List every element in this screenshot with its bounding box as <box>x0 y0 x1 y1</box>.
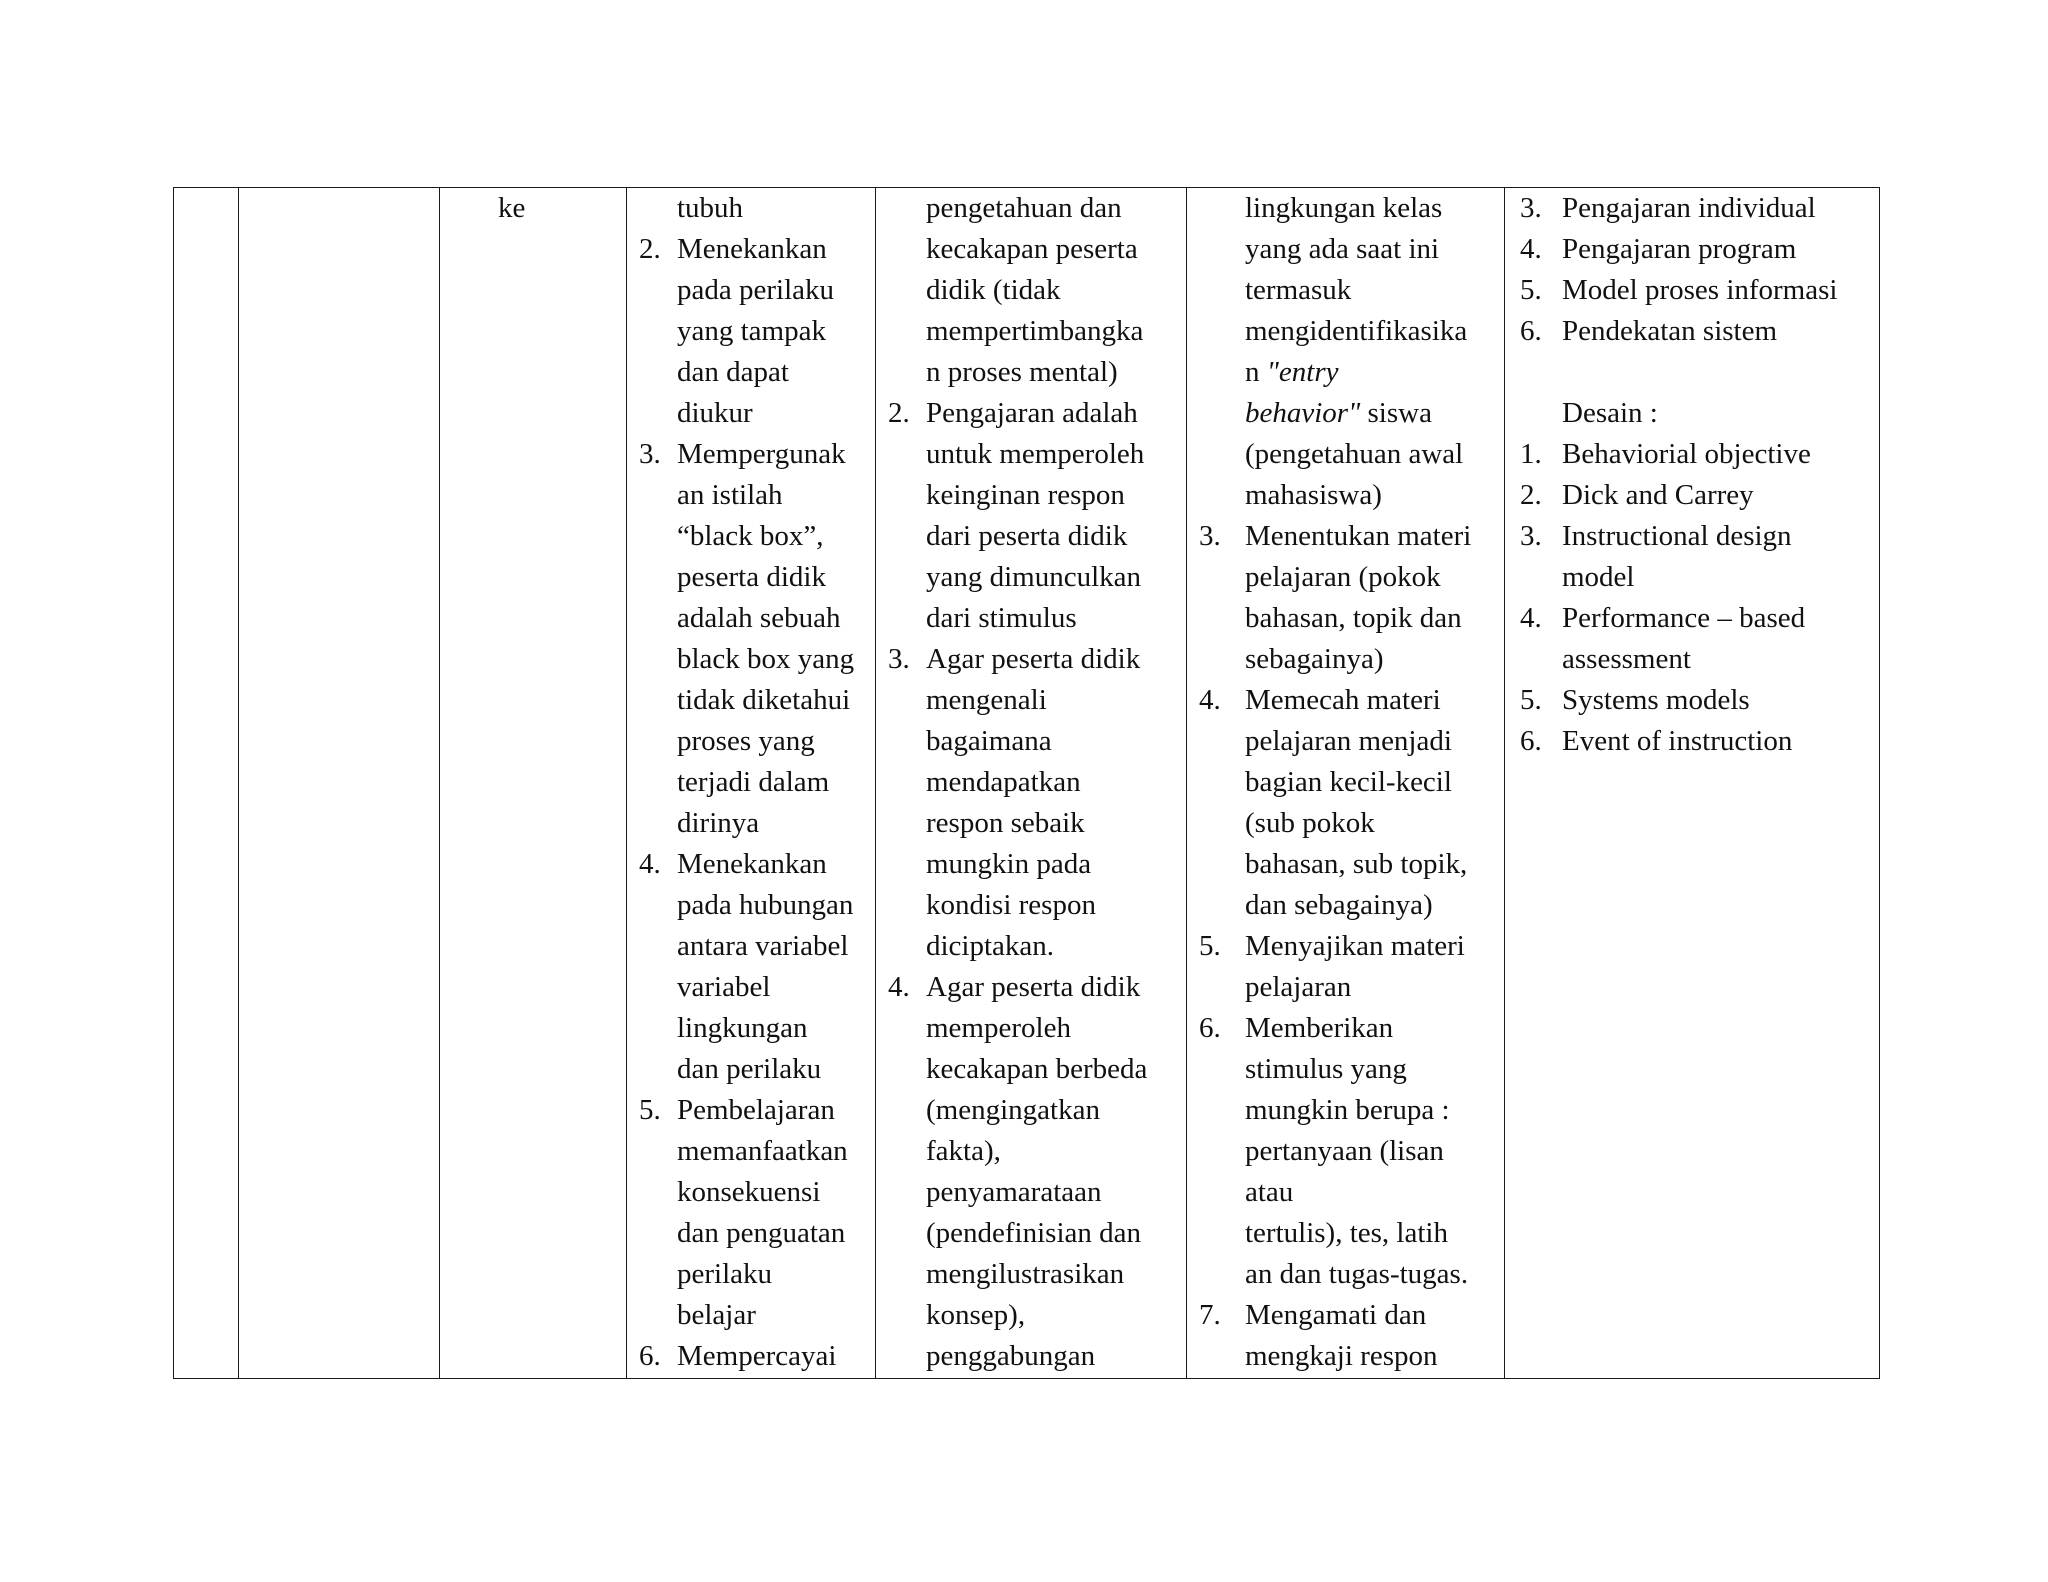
list-number: 5. <box>1520 274 1542 306</box>
list-text-plain: dan penguatan <box>677 1217 846 1249</box>
list-text <box>926 803 1085 844</box>
list-text-plain: Menekankan <box>677 233 827 265</box>
list-text <box>677 1008 808 1049</box>
list-text-plain: didik (tidak <box>926 274 1061 306</box>
list-text-plain: penyamarataan <box>926 1176 1102 1208</box>
list-text-plain: konsekuensi <box>677 1176 821 1208</box>
list-text <box>1245 393 1432 434</box>
list-text <box>1562 393 1658 434</box>
list-text <box>926 762 1081 803</box>
list-text <box>926 1008 1071 1049</box>
list-text-plain: assessment <box>1562 643 1691 675</box>
list-text-plain: yang tampak <box>677 315 826 347</box>
list-number: 7. <box>1199 1299 1221 1331</box>
list-text-plain: diukur <box>677 397 753 429</box>
list-number: 5. <box>1199 930 1221 962</box>
list-text-plain: atau <box>1245 1176 1294 1208</box>
list-text <box>926 598 1077 639</box>
column-divider <box>1504 187 1505 1379</box>
list-text-plain: Agar peserta didik <box>926 971 1141 1003</box>
list-text <box>1245 475 1382 516</box>
list-number: 3. <box>1520 520 1542 552</box>
list-text-plain: Menekankan <box>677 848 827 880</box>
list-text <box>926 680 1047 721</box>
list-text-plain: pelajaran (pokok <box>1245 561 1441 593</box>
list-text <box>1245 680 1441 721</box>
list-text-plain: Model proses informasi <box>1562 274 1838 306</box>
list-text-plain: fakta), <box>926 1135 1001 1167</box>
list-text-plain: mendapatkan <box>926 766 1081 798</box>
list-text-plain: stimulus yang <box>1245 1053 1407 1085</box>
list-text-plain: “black box”, <box>677 520 824 552</box>
list-text-plain: n proses mental) <box>926 356 1118 388</box>
list-text <box>926 516 1127 557</box>
list-text <box>926 1295 1025 1336</box>
list-text <box>1245 557 1441 598</box>
list-text-plain: pelajaran menjadi <box>1245 725 1452 757</box>
list-text <box>926 229 1138 270</box>
list-text <box>1245 1336 1437 1377</box>
list-text <box>1245 967 1351 1008</box>
list-text <box>677 352 789 393</box>
list-text-plain: Performance – based <box>1562 602 1806 634</box>
list-text-plain: kecakapan peserta <box>926 233 1138 265</box>
list-text-plain: (pengetahuan awal <box>1245 438 1464 470</box>
list-text <box>677 1254 772 1295</box>
list-text <box>1562 229 1796 270</box>
list-text-plain: variabel <box>677 971 771 1003</box>
list-text <box>677 516 824 557</box>
list-text-plain: Memecah materi <box>1245 684 1441 716</box>
list-text-plain: Agar peserta didik <box>926 643 1141 675</box>
list-text-plain: tubuh <box>677 192 744 224</box>
list-number: 6. <box>1520 315 1542 347</box>
column-divider <box>238 187 239 1379</box>
list-text <box>677 926 848 967</box>
list-text-plain: perilaku <box>677 1258 773 1290</box>
list-text <box>677 1213 845 1254</box>
list-number: 6. <box>1199 1012 1221 1044</box>
list-text-plain: dari peserta didik <box>926 520 1128 552</box>
list-text <box>1562 434 1811 475</box>
list-text <box>1245 1295 1426 1336</box>
list-text <box>926 1254 1124 1295</box>
list-text <box>1562 270 1837 311</box>
list-text-plain: mempertimbangka <box>926 315 1144 347</box>
list-text-plain: yang dimunculkan <box>926 561 1142 593</box>
list-text <box>926 1131 1001 1172</box>
cell-line: ke <box>498 192 526 224</box>
list-text <box>677 639 854 680</box>
list-text <box>677 270 834 311</box>
list-text-plain: tertulis), tes, latih <box>1245 1217 1448 1249</box>
list-text <box>677 885 853 926</box>
list-text <box>1245 762 1452 803</box>
list-number: 2. <box>1520 479 1542 511</box>
list-text-plain: mengenali <box>926 684 1047 716</box>
list-text-plain: Behaviorial objective <box>1562 438 1811 470</box>
table-cell-col-c <box>498 188 525 229</box>
list-text-plain: Pengajaran individual <box>1562 192 1816 224</box>
list-text-plain: mungkin berupa : <box>1245 1094 1450 1126</box>
list-number: 4. <box>1520 602 1542 634</box>
list-text-plain: Instructional design <box>1562 520 1792 552</box>
list-text <box>1562 311 1777 352</box>
list-text-plain: konsep), <box>926 1299 1026 1331</box>
column-divider <box>875 187 876 1379</box>
list-text <box>677 475 783 516</box>
list-text <box>677 721 815 762</box>
list-text-plain: kondisi respon <box>926 889 1096 921</box>
list-text-plain: dan sebagainya) <box>1245 889 1433 921</box>
list-text-plain: Memberikan <box>1245 1012 1394 1044</box>
list-text-plain: pelajaran <box>1245 971 1352 1003</box>
list-text-plain: black box yang <box>677 643 855 675</box>
list-text <box>1562 557 1635 598</box>
list-text <box>677 762 829 803</box>
list-text <box>1245 229 1439 270</box>
list-text <box>677 1336 836 1377</box>
list-text-plain: Mempergunak <box>677 438 846 470</box>
list-number: 2. <box>888 397 910 429</box>
list-text <box>926 885 1096 926</box>
list-text <box>926 270 1061 311</box>
list-text-plain: model <box>1562 561 1635 593</box>
column-divider <box>439 187 440 1379</box>
list-text-after: siswa <box>1360 397 1432 429</box>
list-number: 5. <box>639 1094 661 1126</box>
list-text <box>1245 885 1433 926</box>
list-number: 5. <box>1520 684 1542 716</box>
list-text <box>677 393 753 434</box>
list-text-plain: respon sebaik <box>926 807 1085 839</box>
list-text-plain: lingkungan kelas <box>1245 192 1443 224</box>
list-text <box>1562 516 1792 557</box>
list-text-plain: pertanyaan (lisan <box>1245 1135 1444 1167</box>
list-text-italic: "entry <box>1266 356 1339 388</box>
list-text-plain: Pendekatan sistem <box>1562 315 1778 347</box>
list-text-plain: mengilustrasikan <box>926 1258 1125 1290</box>
list-text <box>1245 639 1384 680</box>
list-text-plain: kecakapan berbeda <box>926 1053 1148 1085</box>
list-text <box>677 434 846 475</box>
list-text <box>1245 188 1442 229</box>
list-text-plain: penggabungan <box>926 1340 1096 1372</box>
list-text-plain: an istilah <box>677 479 783 511</box>
list-text-plain: (pendefinisian dan <box>926 1217 1142 1249</box>
list-text <box>926 1172 1102 1213</box>
list-text <box>1245 1049 1407 1090</box>
list-text-plain: adalah sebuah <box>677 602 841 634</box>
list-text-plain: Mempercayai <box>677 1340 837 1372</box>
list-text-plain: (mengingatkan <box>926 1094 1100 1126</box>
list-text <box>677 1295 756 1336</box>
list-number: 4. <box>1199 684 1221 716</box>
list-text <box>1245 844 1467 885</box>
column-divider <box>1186 187 1187 1379</box>
list-number: 2. <box>639 233 661 265</box>
list-text <box>677 680 850 721</box>
list-number: 6. <box>1520 725 1542 757</box>
column-divider <box>626 187 627 1379</box>
list-text-plain: dan perilaku <box>677 1053 822 1085</box>
list-text <box>677 844 827 885</box>
list-text <box>1245 516 1471 557</box>
list-text <box>926 475 1125 516</box>
list-text-plain: dari stimulus <box>926 602 1077 634</box>
list-text-plain: diciptakan. <box>926 930 1055 962</box>
list-text-plain: bahasan, topik dan <box>1245 602 1462 634</box>
list-text-plain: Dick and Carrey <box>1562 479 1754 511</box>
list-text <box>1562 188 1816 229</box>
list-text <box>677 1090 835 1131</box>
list-text <box>677 967 770 1008</box>
list-text <box>926 188 1122 229</box>
list-text <box>677 598 840 639</box>
list-text <box>1245 1090 1450 1131</box>
list-text <box>1245 598 1462 639</box>
list-text-plain: keinginan respon <box>926 479 1125 511</box>
list-text-plain: Mengamati dan <box>1245 1299 1427 1331</box>
list-text <box>1245 926 1465 967</box>
list-text <box>926 721 1052 762</box>
list-text <box>1562 598 1805 639</box>
list-text-plain: Pengajaran program <box>1562 233 1797 265</box>
list-text <box>677 188 743 229</box>
list-text <box>926 1336 1095 1377</box>
list-text-plain: mahasiswa) <box>1245 479 1382 511</box>
list-text-plain: dan dapat <box>677 356 789 388</box>
list-text <box>677 1049 821 1090</box>
list-text <box>1245 1172 1293 1213</box>
list-text-plain: proses yang <box>677 725 815 757</box>
list-text <box>1245 1254 1468 1295</box>
list-text <box>926 393 1138 434</box>
list-text <box>926 1213 1141 1254</box>
list-text <box>677 557 826 598</box>
list-number: 1. <box>1520 438 1542 470</box>
list-number: 6. <box>639 1340 661 1372</box>
list-text <box>677 311 826 352</box>
list-text-plain: memanfaatkan <box>677 1135 848 1167</box>
list-text-plain: Event of instruction <box>1562 725 1793 757</box>
list-number: 4. <box>639 848 661 880</box>
list-text <box>926 557 1141 598</box>
list-text-plain: bagian kecil-kecil <box>1245 766 1452 798</box>
list-text-plain: Menyajikan materi <box>1245 930 1465 962</box>
list-text-plain: lingkungan <box>677 1012 808 1044</box>
list-text-plain: dirinya <box>677 807 760 839</box>
list-text-italic: behavior" <box>1245 397 1361 429</box>
list-text-plain: pengetahuan dan <box>926 192 1122 224</box>
list-text <box>1245 721 1452 762</box>
list-text-plain: n <box>1245 356 1267 388</box>
list-number: 3. <box>888 643 910 675</box>
list-text <box>1245 434 1463 475</box>
list-text-plain: Pengajaran adalah <box>926 397 1138 429</box>
list-text <box>1245 1008 1393 1049</box>
list-text <box>1562 639 1691 680</box>
list-text <box>1562 475 1754 516</box>
list-text-plain: an dan tugas-tugas. <box>1245 1258 1469 1290</box>
list-text-plain: peserta didik <box>677 561 826 593</box>
list-text-plain: bagaimana <box>926 725 1052 757</box>
list-text <box>926 639 1140 680</box>
list-text <box>926 1049 1147 1090</box>
list-text-plain: antara variabel <box>677 930 849 962</box>
list-text-plain: yang ada saat ini <box>1245 233 1440 265</box>
list-text <box>1245 1213 1448 1254</box>
list-text <box>1245 352 1339 393</box>
list-number: 3. <box>639 438 661 470</box>
list-text <box>926 926 1054 967</box>
list-text <box>926 311 1143 352</box>
list-text-plain: mengidentifikasika <box>1245 315 1468 347</box>
list-text <box>677 1172 820 1213</box>
list-text <box>677 1131 848 1172</box>
list-text <box>1245 1131 1444 1172</box>
list-text-plain: bahasan, sub topik, <box>1245 848 1468 880</box>
list-text <box>1562 680 1750 721</box>
list-text <box>926 352 1118 393</box>
list-number: 4. <box>1520 233 1542 265</box>
list-text <box>1562 721 1792 762</box>
list-text-plain: untuk memperoleh <box>926 438 1145 470</box>
list-text-plain: memperoleh <box>926 1012 1071 1044</box>
list-text-plain: Desain : <box>1562 397 1658 429</box>
list-text <box>926 967 1140 1008</box>
list-text-plain: (sub pokok <box>1245 807 1375 839</box>
list-text <box>926 844 1091 885</box>
list-text <box>926 434 1144 475</box>
list-text <box>677 229 827 270</box>
list-text <box>1245 803 1375 844</box>
list-number: 3. <box>1520 192 1542 224</box>
list-text-plain: sebagainya) <box>1245 643 1384 675</box>
list-text-plain: pada perilaku <box>677 274 835 306</box>
list-text <box>926 1090 1100 1131</box>
list-number: 3. <box>1199 520 1221 552</box>
list-text-plain: Systems models <box>1562 684 1750 716</box>
list-text-plain: mungkin pada <box>926 848 1092 880</box>
list-text-plain: termasuk <box>1245 274 1352 306</box>
list-text-plain: mengkaji respon <box>1245 1340 1438 1372</box>
list-text-plain: terjadi dalam <box>677 766 830 798</box>
list-text <box>677 803 759 844</box>
list-text-plain: tidak diketahui <box>677 684 851 716</box>
list-number: 4. <box>888 971 910 1003</box>
list-text <box>1245 311 1467 352</box>
list-text-plain: belajar <box>677 1299 756 1331</box>
list-text-plain: Menentukan materi <box>1245 520 1472 552</box>
list-text-plain: Pembelajaran <box>677 1094 835 1126</box>
list-text-plain: pada hubungan <box>677 889 854 921</box>
list-text <box>1245 270 1351 311</box>
